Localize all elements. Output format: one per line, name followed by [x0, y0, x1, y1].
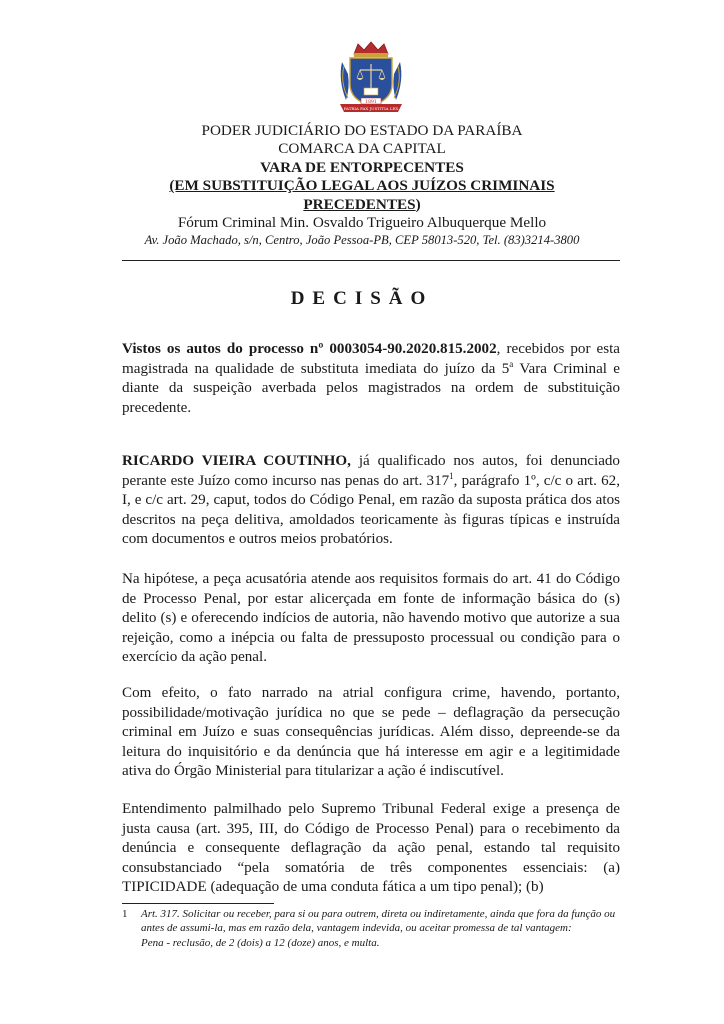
footnote-text: Art. 317. Solicitar ou receber, para si ou para outrem, direta ou indiretamente, ainda que fora da função ou antes de assumi-la, mas em razão dela, vantagem indevida, ou aceitar promessa de tal vantagem: [141, 908, 616, 935]
paragraph-defendant-text-a: já qualificado nos autos, foi denunciado perante este Juízo como incurso nas penas do art. 317 [122, 453, 620, 489]
paragraph-preamble-text-a: , recebidos por esta magistrada na qualidade de substituta imediata do juízo da 5 [122, 341, 621, 377]
footnote [122, 907, 620, 950]
header-district: COMARCA DA CAPITAL [278, 140, 446, 158]
header-address: Av. João Machado, s/n, Centro, João Pessoa-PB, CEP 58013-520, Tel. (83)3214-3800 [144, 233, 580, 248]
crest-motto: PATRIA PAX JUSTITIA LEX [343, 106, 399, 111]
header-substitution [110, 177, 614, 195]
footnote-penalty: Pena - reclusão, de 2 (dois) a 12 (doze) anos, e multa. [141, 936, 380, 949]
paragraph-preamble-text-b: Vara Criminal e diante da suspeição averbada pelos magistrados na ordem de substituição precedente. [122, 360, 620, 416]
defendant-name: RICARDO VIEIRA COUTINHO, [122, 453, 351, 469]
court-header [110, 122, 614, 249]
header-forum: Fórum Criminal Min. Osvaldo Trigueiro Albuquerque Mello [177, 214, 547, 232]
crest-year: 1891 [365, 100, 377, 105]
process-number: Vistos os autos do processo nº 0003054-90.2020.815.2002 [122, 341, 497, 357]
ordinal-superscript: a [509, 358, 514, 369]
footnote-number: 1 [122, 908, 128, 920]
paragraph-defendant-text-b: , parágrafo 1º, c/c o art. 62, I, e c/c art. 29, caput, todos do Código Penal, em razão da suposta prática dos atos descritos na peça delitiva, amoldados teoricamente às figuras típicas e instruída com documentos e outros meios probatórios. [122, 472, 620, 548]
coat-of-arms-logo [336, 40, 406, 118]
header-substitution-close: ) [415, 195, 421, 213]
header-substitution-line2-row [110, 196, 614, 214]
footnote-divider [122, 903, 274, 904]
header-substitution-line2: PRECEDENTES [303, 195, 416, 213]
document-title: DECISÃO [290, 288, 434, 309]
paragraph-preamble [122, 340, 620, 418]
header-court: VARA DE ENTORPECENTES [260, 158, 464, 176]
paragraph-just-cause: Com efeito, o fato narrado na atrial configura crime, havendo, portanto, possibilidade/motivação jurídica no que se pede – deflagração da persecução criminal em Juízo e suas consequências jurídicas. Além disso, depreende-se da leitura do inquisitório e da denúncia que há interesse em agir e a legitimidade ativa do Órgão Ministerial para titularizar a ação é indiscutível. [122, 685, 620, 780]
footnote-reference: 1 [449, 470, 454, 481]
header-judiciary: PODER JUDICIÁRIO DO ESTADO DA PARAÍBA [201, 122, 523, 139]
header-substitution-line1: (EM SUBSTITUIÇÃO LEGAL AOS JUÍZOS CRIMINAIS [169, 177, 555, 195]
paragraph-stf: Entendimento palmilhado pelo Supremo Tribunal Federal exige a presença de justa causa (art. 395, III, do Código de Processo Penal) para o recebimento da denúncia e consequente deflagração da ação penal, estando tal requisito consubstanciado “pela somatória de três componentes essenciais: (a) TIPICIDADE (adequação de uma conduta fática a um tipo penal); (b) [122, 801, 620, 896]
header-divider [122, 260, 620, 261]
paragraph-requirements: Na hipótese, a peça acusatória atende aos requisitos formais do art. 41 do Código de Processo Penal, por estar alicerçada em fonte de informação básica do (s) delito (s) e oferecendo indícios de autoria, não havendo motivo que autorize a sua rejeição, como a inépcia ou falta de pressuposto processual ou condição para o exercício da ação penal. [122, 571, 620, 666]
paragraph-defendant [122, 452, 620, 550]
